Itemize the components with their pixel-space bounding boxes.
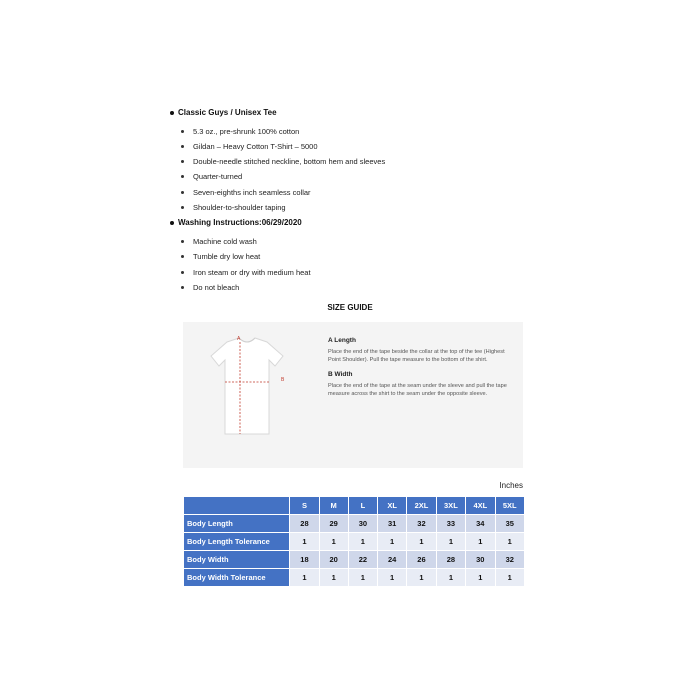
table-cell: 26 — [407, 551, 436, 569]
bullet-icon — [181, 191, 184, 194]
table-cell: 18 — [290, 551, 319, 569]
bullet-icon — [181, 130, 184, 133]
size-header: 3XL — [436, 497, 465, 515]
table-cell: 1 — [436, 569, 465, 587]
bullet-icon — [181, 145, 184, 148]
table-cell: 30 — [466, 551, 495, 569]
table-cell: 1 — [348, 533, 377, 551]
table-cell: 1 — [436, 533, 465, 551]
table-cell: 24 — [378, 551, 407, 569]
table-cell: 22 — [348, 551, 377, 569]
table-row — [184, 515, 525, 533]
row-label: Body Length — [184, 515, 290, 533]
table-cell: 1 — [319, 569, 348, 587]
table-cell: 33 — [436, 515, 465, 533]
bullet-icon — [181, 286, 184, 289]
product-heading: Classic Guys / Unisex Tee — [170, 108, 277, 117]
marker-a: A — [237, 336, 241, 342]
width-text-2: measure across the shirt to the seam under the opposite sleeve. — [328, 391, 488, 397]
table-corner — [184, 497, 290, 515]
table-cell: 31 — [378, 515, 407, 533]
list-item: Quarter-turned — [181, 172, 242, 181]
table-cell: 1 — [348, 569, 377, 587]
units-label: Inches — [499, 481, 523, 490]
tshirt-shape — [211, 338, 283, 434]
bullet-icon — [181, 240, 184, 243]
size-header: 4XL — [466, 497, 495, 515]
size-header: XL — [378, 497, 407, 515]
table-cell: 28 — [290, 515, 319, 533]
table-cell: 1 — [495, 569, 524, 587]
table-cell: 1 — [495, 533, 524, 551]
bullet-icon — [181, 175, 184, 178]
list-item: Seven-eighths inch seamless collar — [181, 188, 311, 197]
list-item: Machine cold wash — [181, 237, 257, 246]
list-item: Do not bleach — [181, 283, 239, 292]
table-cell: 1 — [290, 569, 319, 587]
table-cell: 28 — [436, 551, 465, 569]
list-item: Gildan – Heavy Cotton T-Shirt – 5000 — [181, 142, 318, 151]
table-cell: 1 — [319, 533, 348, 551]
bullet-icon — [181, 206, 184, 209]
size-header: L — [348, 497, 377, 515]
table-cell: 1 — [378, 533, 407, 551]
row-label: Body Width Tolerance — [184, 569, 290, 587]
table-cell: 34 — [466, 515, 495, 533]
table-cell: 1 — [378, 569, 407, 587]
bullet-icon — [181, 271, 184, 274]
table-cell: 29 — [319, 515, 348, 533]
length-text-2: Point Shoulder). Pull the tape measure to the bottom of the shirt. — [328, 357, 488, 363]
table-cell: 32 — [407, 515, 436, 533]
list-item: Double-needle stitched neckline, bottom hem and sleeves — [181, 157, 385, 166]
size-guide-title: SIZE GUIDE — [327, 303, 373, 312]
tshirt-diagram-icon — [183, 322, 303, 468]
table-cell: 1 — [466, 569, 495, 587]
table-cell: 30 — [348, 515, 377, 533]
washing-heading: Washing Instructions:06/29/2020 — [170, 218, 302, 227]
table-row — [184, 551, 525, 569]
row-label: Body Length Tolerance — [184, 533, 290, 551]
table-cell: 1 — [407, 533, 436, 551]
table-cell: 35 — [495, 515, 524, 533]
size-table — [183, 496, 525, 587]
width-text-1: Place the end of the tape at the seam under the sleeve and pull the tape — [328, 383, 507, 389]
size-header: M — [319, 497, 348, 515]
size-header: S — [290, 497, 319, 515]
table-cell: 32 — [495, 551, 524, 569]
list-item: Tumble dry low heat — [181, 252, 260, 261]
size-header: 5XL — [495, 497, 524, 515]
width-heading: B Width — [328, 371, 353, 378]
length-text-1: Place the end of the tape beside the collar at the top of the tee (Highest — [328, 349, 505, 355]
table-cell: 20 — [319, 551, 348, 569]
table-cell: 1 — [290, 533, 319, 551]
marker-b: B — [281, 377, 285, 383]
table-cell: 1 — [407, 569, 436, 587]
table-cell: 1 — [466, 533, 495, 551]
list-item: 5.3 oz., pre-shrunk 100% cotton — [181, 127, 299, 136]
table-row — [184, 569, 525, 587]
list-item: Shoulder-to-shoulder taping — [181, 203, 286, 212]
bullet-icon — [170, 111, 174, 115]
list-item: Iron steam or dry with medium heat — [181, 268, 311, 277]
length-heading: A Length — [328, 337, 356, 344]
bullet-icon — [181, 160, 184, 163]
table-row — [184, 533, 525, 551]
row-label: Body Width — [184, 551, 290, 569]
table-header-row — [184, 497, 525, 515]
bullet-icon — [181, 255, 184, 258]
size-header: 2XL — [407, 497, 436, 515]
bullet-icon — [170, 221, 174, 225]
